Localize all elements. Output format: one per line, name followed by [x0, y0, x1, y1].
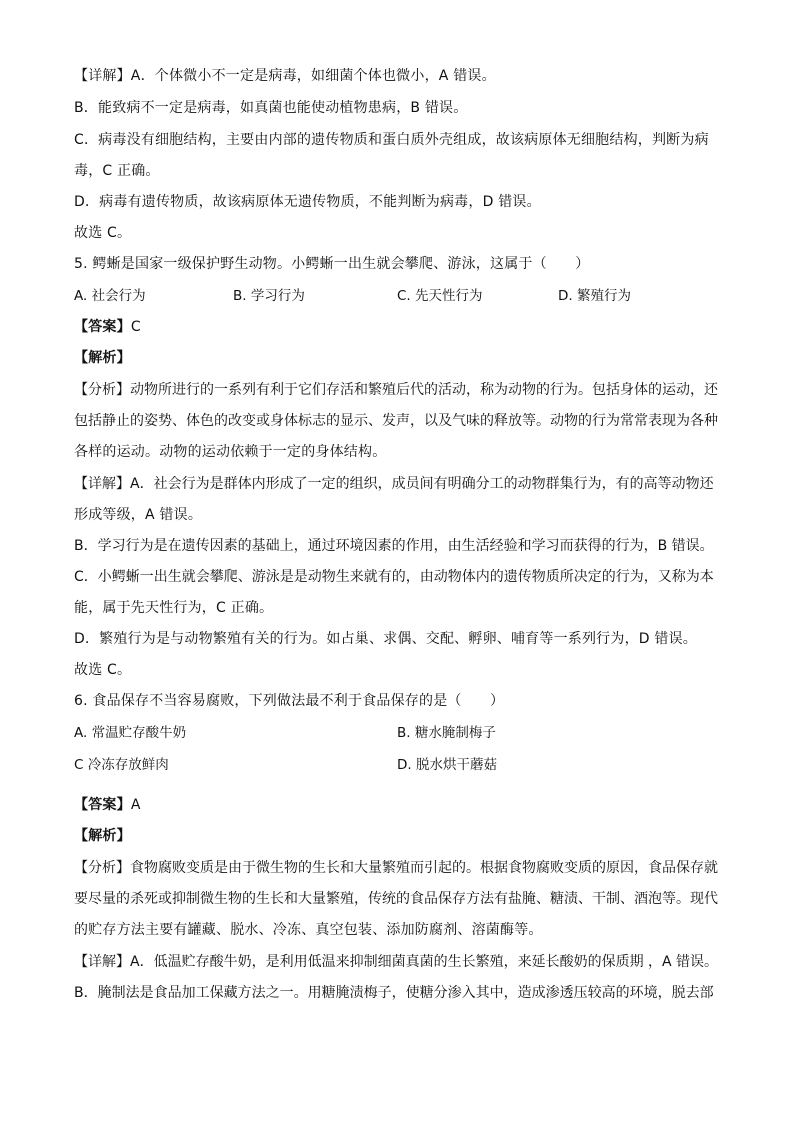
q5-detail-line4: C．小鳄蜥一出生就会攀爬、游泳是是动物生来就有的，由动物体内的遗传物质所决定的行为，又称为本 [74, 569, 714, 585]
q5-answer-tag: 【答案】 [74, 319, 131, 335]
q5-choose: 故选 C。 [74, 662, 132, 678]
q5-detail-line6: D．繁殖行为是与动物繁殖有关的行为。如占巢、求偶、交配、孵卵、哺育等一系列行为，D 错误。 [74, 631, 698, 647]
q4-detail-c-line1: C．病毒没有细胞结构，主要由内部的遗传物质和蛋白质外壳组成，故该病原体无细胞结构，判断为病 [74, 132, 709, 148]
q6-fenxi-line2: 要尽量的杀死或抑制微生物的生长和大量繁殖，传统的食品保存方法有盐腌、糖渍、干制、酒泡等。现代 [74, 891, 718, 907]
q5-answer-value: C [130, 319, 141, 335]
q5-option-d: D. 繁殖行为 [558, 288, 631, 304]
q6-stem: 6. 食品保存不当容易腐败，下列做法最不利于食品保存的是（ ） [74, 693, 505, 709]
q5-answer [74, 317, 141, 337]
q5-detail-line1: 【详解】A．社会行为是群体内形成了一定的组织，成员间有明确分工的动物群集行为，有的高等动物还 [74, 476, 714, 492]
q4-detail-b: B．能致病不一定是病毒，如真菌也能使动植物患病，B 错误。 [74, 100, 468, 116]
q5-detail-line5: 能，属于先天性行为，C 正确。 [74, 600, 274, 616]
q6-option-d: D. 脱水烘干蘑菇 [397, 757, 497, 773]
q5-detail-line2: 形成等级，A 错误。 [74, 507, 203, 523]
q4-detail-c-line2: 毒，C 正确。 [74, 163, 160, 179]
q5-analysis-tag: 【解析】 [74, 350, 131, 366]
q5-stem: 5. 鳄蜥是国家一级保护野生动物。小鳄蜥一出生就会攀爬、游泳，这属于（ ） [74, 256, 590, 272]
q5-option-c: C. 先天性行为 [397, 288, 483, 304]
q6-answer-tag: 【答案】 [74, 797, 131, 813]
q4-choose: 故选 C。 [74, 225, 132, 241]
q6-fenxi-line3: 的贮存方法主要有罐藏、脱水、冷冻、真空包装、添加防腐剂、溶菌酶等。 [74, 922, 543, 938]
q5-fenxi-line2: 包括静止的姿势、体色的改变或身体标志的显示、发声，以及气味的释放等。动物的行为常常表现为各种 [74, 413, 718, 429]
q5-option-a: A. 社会行为 [74, 288, 146, 304]
q6-detail-line1: 【详解】A．低温贮存酸牛奶，是利用低温来抑制细菌真菌的生长繁殖，来延长酸奶的保质期 ，A 错误。 [74, 954, 719, 970]
q6-fenxi-line1: 【分析】食物腐败变质是由于微生物的生长和大量繁殖而引起的。根据食物腐败变质的原因，食品保存就 [74, 860, 718, 876]
q4-detail-d: D．病毒有遗传物质，故该病原体无遗传物质，不能判断为病毒，D 错误。 [74, 194, 541, 210]
q6-answer-value: A [130, 797, 141, 813]
q5-option-b: B. 学习行为 [233, 288, 305, 304]
q6-answer [74, 795, 141, 815]
q6-option-a: A. 常温贮存酸牛奶 [74, 725, 187, 741]
q5-fenxi-line1: 【分析】动物所进行的一系列有利于它们存活和繁殖后代的活动，称为动物的行为。包括身体的运动，还 [74, 382, 718, 398]
q6-option-b: B. 糖水腌制梅子 [397, 725, 496, 741]
q6-detail-line2: B．腌制法是食品加工保藏方法之一。用糖腌渍梅子，使糖分渗入其中，造成渗透压较高的环境，脱去部 [74, 985, 714, 1001]
q5-detail-line3: B．学习行为是在遗传因素的基础上，通过环境因素的作用，由生活经验和学习而获得的行为，B 错误。 [74, 538, 714, 554]
q6-analysis-tag: 【解析】 [74, 828, 131, 844]
q6-option-c: C 冷冻存放鲜肉 [74, 757, 169, 773]
q5-fenxi-line3: 各样的运动。动物的运动依赖于一定的身体结构。 [74, 444, 387, 460]
q4-detail-a: 【详解】A．个体微小不一定是病毒，如细菌个体也微小，A 错误。 [74, 68, 496, 84]
